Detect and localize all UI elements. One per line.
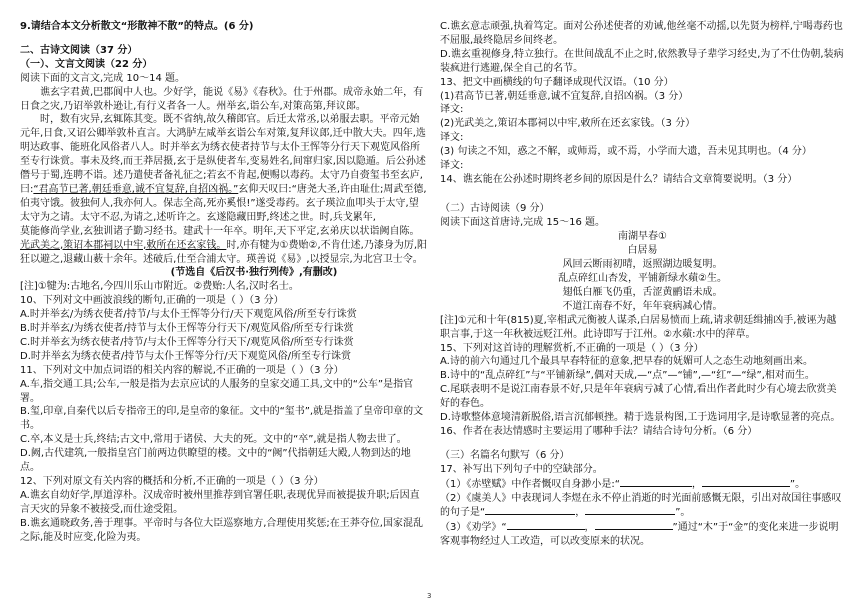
option-item: B.诗中的“乱点碎红”与“平铺新绿”,偶对天成,—“点”—“铺”,—“红”—“绿”,相对而生。 [440, 370, 815, 382]
poem-line: 翅低白雁飞仍重，舌涩黄鹂语未成。 [562, 286, 723, 298]
option-item: C.卒,本义是士兵,终结;古文中,常用于诸侯、大夫的死。文中的“卒”,就是指人物去世了。 [20, 434, 407, 446]
option-item: A.车,指交通工具;公车,一般是指为去京应试的人服务的皇家交通工具,文中的“公车”是指官署。 [20, 378, 414, 404]
translation-item-3: (3) 句读之不知，惑之不解，或师焉，或不焉，小学而大遗，吾未见其明也。（4 分） [440, 146, 812, 158]
right-column [440, 20, 845, 549]
option-item: D.阙,古代建筑,一般指皇宫门前两边供瞭望的楼。文中的“阙”代指朝廷大殿,人物到达的地点。 [20, 448, 411, 474]
option-item: D.诗歌整体意境清新脱俗,语言沉郁顿挫。精于选景构图,工于选词用字,是诗歌显著的亮点。 [440, 412, 841, 424]
subsection-heading-dictation: （三）名篇名句默写（6 分） [440, 449, 570, 461]
option-item: B.谯玄通晓政务,善于理事。平帝时与各位大臣巡察地方,合理使用奖惩;在王莽夺位,国家混乱之际,能及时应变,化险为夷。 [20, 517, 423, 543]
answer-blank[interactable] [485, 505, 575, 515]
passage-text: 莫能修尚学业,玄独训诸子勤习经书。建武十一年卒。明年,天下平定,玄弟庆以状诣阙自陈。 [20, 225, 420, 237]
subsection-heading-prose: （一）、文言文阅读（22 分） [20, 58, 153, 70]
passage-paragraph-1: 谯玄字君黄,巴郡阆中人也。少好学，能说《易》《春秋》。仕于州郡。成帝永始二年，有日食之灾,乃诏举敦朴逊让,有行义者各一人。州举玄,诣公车,对策高第,拜议郎。 [20, 86, 424, 112]
dictation-item-2 [440, 492, 845, 521]
question-12: 12、下列对原文有关内容的概括和分析,不正确的一项是（ ）（3 分） [20, 476, 324, 487]
poem-line: 风回云断雨初晴，返照湖边暖复明。 [562, 258, 723, 270]
option-item: B.时并举玄/为绣衣使者/持节与太仆王恽等分行天下/观览风俗/所至专行诛赏 [20, 323, 354, 335]
poem-note: [注]①元和十年(815)夏,宰相武元衡被人谋杀,白居易愤而上疏,请求朝廷缉捕凶手,被诬为越职言事,于这一年秋被远贬江州。此诗即写于江州。②水蘋:水中的萍草。 [440, 314, 837, 340]
dictation-text: （1）《赤壁赋》中作者慨叹自身渺小是:“ [440, 478, 620, 490]
dictation-item-1 [440, 477, 845, 492]
answer-blank[interactable] [585, 505, 675, 515]
dictation-text: ， [691, 478, 702, 490]
passage-paragraph-3 [20, 225, 428, 267]
underlined-sentence-2: 光武美之,策诏本郡祠以中牢,敕所在还玄家钱。 [20, 239, 227, 251]
translation-label: 译文: [440, 104, 464, 116]
dictation-text: （3）《劝学》“ [440, 522, 507, 534]
option-item: B.玺,印章,自秦代以后专指帝王的印,是皇帝的象征。文中的“玺书”,就是指盖了皇帝印章的文书。 [20, 406, 424, 432]
translation-item-1: (1)君高节已著,朝廷垂意,诚不宜复辞,自招凶祸。（3 分） [440, 90, 689, 102]
poem-title-note: ① [658, 230, 667, 242]
poem-line: 不道江南春不好，年年衰病减心情。 [562, 300, 723, 312]
section-heading-classical: 二、古诗文阅读（37 分） [20, 44, 138, 56]
reading-instruction: 阅读下面的文言文,完成 10～14 题。 [20, 72, 185, 84]
passage-text: 时,亦有犍为①费贻②,不肯仕述,乃漆身为厉,阳狂以避之,退藏山薮十余年。述破后,仕至合浦太守。瑛善说《易》,以授显宗,为北宫卫士令。 [20, 239, 428, 265]
passage-text: 玄仰天叹曰:“唐尧大圣,许由耻仕;周武至德,伯夷守饿。彼独何人,我亦何人。保志全高,死亦奚恨!”遂受毒药。玄子瑛泣血叩头于太守,望太守为之请。太守不忍,为请之,述听许之。玄遂隐藏田野,终述之世。时,兵戈累年, [20, 183, 427, 223]
reading-instruction: 阅读下面这首唐诗,完成 15～16 题。 [440, 216, 605, 228]
question-9: 9.请结合本文分析散文“形散神不散”的特点。(6 分) [20, 21, 254, 32]
question-13: 13、把文中画横线的句子翻译成现代汉语。（10 分） [440, 76, 674, 88]
answer-blank[interactable] [595, 520, 673, 530]
question-10: 10、下列对文中画波浪线的断句,正确的一项是（ ）（3 分） [20, 295, 284, 307]
option-item: A.谯玄自幼好学,厚道淳朴。汉成帝时被州里推荐到官署任职,表现优异而被提拔升职;后因直言天灾的异象不被接受,而仕途受阻。 [20, 489, 420, 515]
option-item: D.时并举玄为绣衣使者/持节与太仆王恽等分行/天下观览风俗/所至专行诛赏 [20, 350, 351, 362]
question-16: 16、作者在表达情感时主要运用了哪种手法？请结合诗句分析。（6 分） [440, 425, 758, 437]
subsection-heading-poem: （二）古诗阅读（9 分） [440, 202, 550, 214]
dictation-text: ”。 [789, 478, 806, 490]
passage-source: (节选自《后汉书·独行列传》,有删改) [170, 267, 338, 279]
poem-title-line [440, 230, 845, 244]
question-11: 11、下列对文中加点词语的相关内容的解说,不正确的一项是（ ）（3 分） [20, 364, 344, 376]
answer-blank[interactable] [620, 477, 692, 487]
option-item: A.时并举玄/为绣衣使者/持节/与太仆王恽等分行/天下观览风俗/所至专行诛赏 [20, 309, 357, 321]
question-15: 15、下列对这首诗的理解赏析,不正确的一项是（ ）（3 分） [440, 342, 704, 354]
passage-text: 时，数有灾异,玄辄陈其变。既不省纳,故久稽郎官。后迁太常丞,以弟服去职。平帝元始元年,日食,又诏公卿举敦朴直言。大鸿胪左咸举玄诣公车对策,复拜议郎,迁中散大夫。四年,选明达政事、能班化风俗者八人。时并举玄为绣衣使者持节与太仆王恽等分行天下观览风俗所至专行诛赏。事未及终,而王莽居摄,玄于是纵使者车,变易姓名,间窜归家,因以隐遁。后公孙述僭号于蜀,连聘不诣。述乃遣使者备礼征之;若玄不肯起,便赐以毒药。太守乃自赍玺书至玄庐,曰: [20, 114, 426, 195]
option-item: C.谯玄意志顽强,执着笃定。面对公孙述使者的劝诫,他丝毫不动摇,以先贤为榜样,宁喝毒药也不屈服,最终隐居乡间终老。 [440, 21, 843, 46]
answer-blank[interactable] [702, 477, 790, 487]
poem-author: 白居易 [627, 244, 658, 256]
translation-item-2: (2)光武美之,策诏本郡祠以中牢,敕所在还玄家钱。（3 分） [440, 118, 696, 130]
poem-block [440, 230, 845, 314]
translation-label: 译文: [440, 160, 464, 172]
option-item: D.谯玄重视修身,特立独行。在世间战乱不止之时,依然教导子辈学习经史,为了不仕伪朝,装病装疯进行逃避,保全自己的名节。 [440, 48, 844, 74]
poem-line: 乱点碎红山杏发，平铺新绿水蘋②生。 [558, 272, 727, 284]
passage-paragraph-2 [20, 113, 428, 224]
underlined-sentence-1: “君高节已著,朝廷垂意,诚不宜复辞,自招凶祸。” [33, 183, 239, 195]
translation-label: 译文: [440, 132, 464, 144]
passage-note: [注]①犍为:古地名,今四川乐山市附近。②费贻:人名,汉时名士。 [20, 281, 299, 293]
dictation-item-3 [440, 520, 845, 549]
option-item: C.时并举玄为绣衣使者/持节/与太仆王恽等分行天下/观览风俗/所至专行诛赏 [20, 336, 354, 348]
dictation-text: ， [584, 522, 595, 534]
poem-title: 南湖早春 [618, 230, 659, 242]
dictation-text: ”。 [675, 507, 691, 519]
answer-blank[interactable] [507, 520, 585, 530]
page-number: 3 [427, 592, 432, 600]
dictation-text: （2）《虞美人》中表现词人李煜在永不停止消逝的时光面前感慨无限，引出对故国往事感叹的句子是“ [440, 492, 842, 519]
dictation-text: ”通过“木”于“金”的变化来进一步说明客观事物经过人工改造，可以改变原来的状况。 [440, 522, 839, 548]
option-item: A.诗的前六句通过几个最具早春特征的意象,把早春的妩媚可人之态生动地刻画出来。 [440, 356, 814, 368]
option-item: C.尾联表明不是说江南春景不好,只是年年衰病亏减了心情,看出作者此时少有心境去欣赏美好的春色。 [440, 384, 837, 410]
question-17: 17、补写出下列句子中的空缺部分。 [440, 463, 603, 475]
question-14: 14、谯玄能在公孙述时期终老乡间的原因是什么？请结合文章简要说明。（3 分） [440, 173, 798, 185]
dictation-text: ， [575, 507, 586, 519]
left-column [20, 20, 428, 545]
